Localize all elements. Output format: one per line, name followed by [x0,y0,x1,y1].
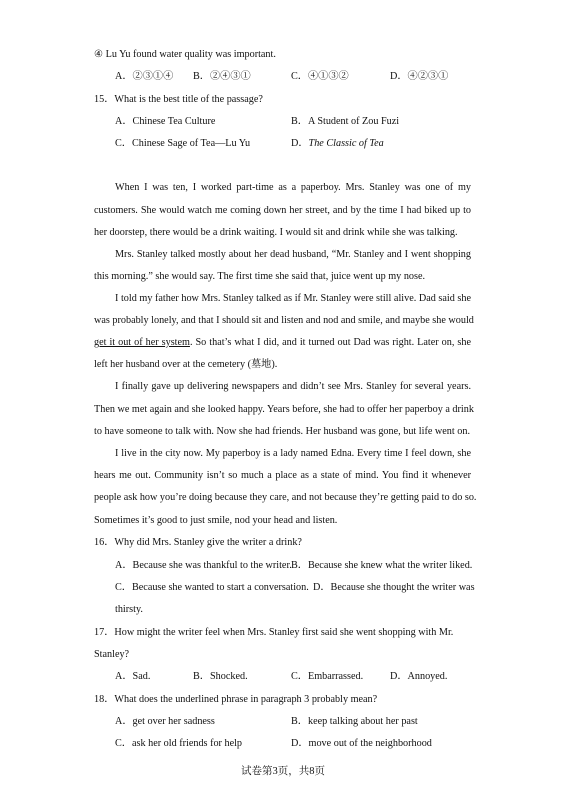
q17-option-c[interactable]: C．Embarrassed. [291,671,364,682]
statement-4: ④ Lu Yu found water quality was important. [94,49,276,60]
passage-p5-line3: people ask how you’re doing because they care, and not because they’re getting paid to do so. [94,492,477,503]
passage-p1-line3: her doorstep, there would be a drink waiting. I would sit and drink while she was talking. [94,227,458,238]
q18-option-b[interactable]: B．keep talking about her past [291,716,418,727]
q16-option-c[interactable]: C．Because she wanted to start a conversation. [115,582,309,593]
q16-option-d[interactable]: D．Because she thought the writer was [313,582,475,593]
passage-p1-line1: When I was ten, I worked part-time as a paperboy. Mrs. Stanley was one of my [115,182,471,193]
q15-option-d-letter: D． [291,138,309,149]
passage-p3-line2: was probably lonely, and that I should sit and listen and nod and smile, and maybe she would [94,315,474,326]
passage-p3-line3 [94,336,471,350]
prev-option-b[interactable]: B．②④③① [193,71,251,82]
passage-p3-line3-rest: . So that’s what I did, and it turned out Dad was right. Later on, she [189,337,471,348]
passage-p3-line4: left her husband over at the cemetery (墓地). [94,359,278,370]
passage-p5-line4: Sometimes it’s good to just smile, nod your head and listen. [94,515,338,526]
q18-stem: 18．What does the underlined phrase in paragraph 3 probably mean? [94,694,378,705]
q15-stem: 15．What is the best title of the passage? [94,94,263,105]
passage-p2-line2: this morning.” she would say. The first time she said that, juice went up my nose. [94,271,426,282]
prev-option-d[interactable]: D．④②③① [390,71,449,82]
q15-option-a[interactable]: A．Chinese Tea Culture [115,116,216,127]
passage-p3-line1: I told my father how Mrs. Stanley talked as if Mr. Stanley were still alive. Dad said she [115,293,471,304]
q16-option-d-wrap: thirsty. [115,604,143,615]
q18-option-d[interactable]: D．move out of the neighborhood [291,738,432,749]
q16-option-b[interactable]: B．Because she knew what the writer liked. [291,560,473,571]
q15-option-b[interactable]: B．A Student of Zou Fuzi [291,116,400,127]
passage-p4-line3: to have someone to talk with. Now she had friends. Her husband was gone, but life went on. [94,426,471,437]
q15-option-d-title: The Classic of Tea [308,138,384,149]
passage-p1-line2: customers. She would watch me coming down her street, and by the time I had biked up to [94,205,471,216]
q17-option-b[interactable]: B．Shocked. [193,671,248,682]
q16-option-a[interactable]: A．Because she was thankful to the writer. [115,560,292,571]
passage-p4-line1: I finally gave up delivering newspapers and didn’t see Mrs. Stanley for several years. [115,381,471,392]
passage-p4-line2: Then we met again and she looked happy. Years before, she had to offer her paperboy a drink [94,404,474,415]
q17-option-d[interactable]: D．Annoyed. [390,671,448,682]
q15-option-d[interactable] [291,137,384,151]
passage-p2-line1: Mrs. Stanley talked mostly about her dead husband, “Mr. Stanley and I went shopping [115,249,471,260]
q18-option-a[interactable]: A．get over her sadness [115,716,215,727]
underlined-phrase: get it out of her system [94,337,190,348]
q16-stem: 16．Why did Mrs. Stanley give the writer a drink? [94,537,302,548]
q18-option-c[interactable]: C．ask her old friends for help [115,738,243,749]
q17-stem-line2: Stanley? [94,649,130,660]
q17-option-a[interactable]: A．Sad. [115,671,151,682]
passage-p5-line1: I live in the city now. My paperboy is a lady named Edna. Every time I feel down, she [115,448,471,459]
q17-stem-line1: 17．How might the writer feel when Mrs. Stanley first said she went shopping with Mr. [94,627,454,638]
page-footer: 试卷第3页，共8页 [241,766,325,777]
q15-option-c[interactable]: C．Chinese Sage of Tea—Lu Yu [115,138,251,149]
prev-option-a[interactable]: A．②③①④ [115,71,174,82]
passage-p5-line2: hears me out. Community isn’t so much a place as a state of mind. You find it whenever [94,470,471,481]
prev-option-c[interactable]: C．④①③② [291,71,349,82]
